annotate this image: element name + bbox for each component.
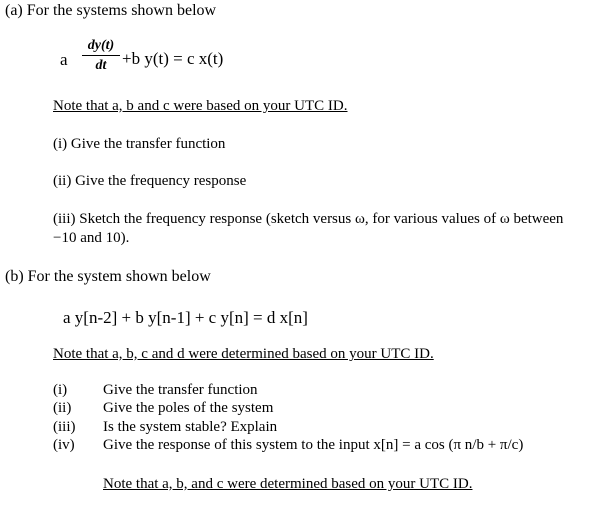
part-a-question-2: (ii) Give the frequency response [53,173,247,189]
part-b-heading: (b) For the system shown below [5,268,211,285]
part-a-question-3-line-1: (iii) Sketch the frequency response (sketch versus ω, for various values of ω between [53,211,564,227]
part-b-final-note: Note that a, b, and c were determined based on your UTC ID. [103,476,473,492]
part-a-question-3-line-2: −10 and 10). [53,230,130,246]
list-item-num: (iv) [53,437,75,453]
list-item-text: Give the response of this system to the input x[n] = a cos (π n/b + π/c) [103,437,524,453]
list-item-num: (i) [53,382,68,398]
part-b-note: Note that a, b, c and d were determined based on your UTC ID. [53,346,434,362]
list-item-num: (iii) [53,419,76,435]
equation-fraction [82,38,120,74]
list-item-text: Give the transfer function [103,382,258,398]
fraction-numerator: dy(t) [87,38,115,53]
list-item-num: (ii) [53,400,72,416]
fraction-bar [82,55,120,56]
equation-coef-a: a [60,50,68,69]
list-item-text: Is the system stable? Explain [103,419,278,435]
part-a-heading: (a) For the systems shown below [5,2,217,19]
fraction-denominator: dt [95,58,107,73]
list-item-text: Give the poles of the system [103,400,274,416]
part-b-equation: a y[n-2] + b y[n-1] + c y[n] = d x[n] [63,308,308,327]
part-a-question-1: (i) Give the transfer function [53,136,226,152]
equation-rhs: +b y(t) = c x(t) [122,49,224,68]
part-a-note: Note that a, b and c were based on your UTC ID. [53,98,348,114]
